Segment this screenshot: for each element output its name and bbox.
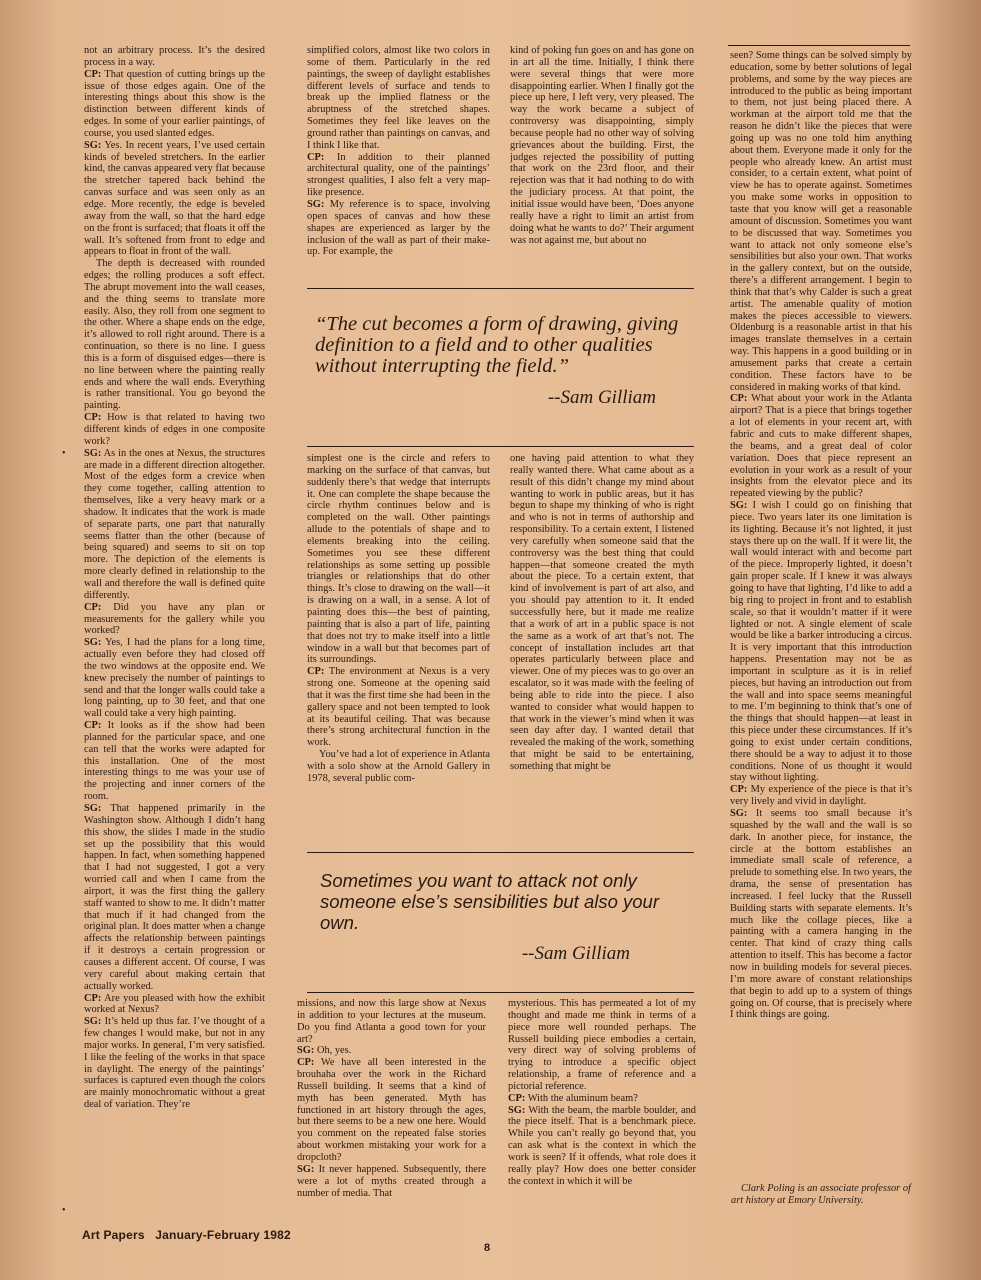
- article-paragraph: [84, 140, 265, 258]
- article-paragraph: [510, 45, 694, 246]
- paragraph-text: simplified colors, almost like two colors in some of them. Particularly in the red paintings, the sweep of daylight establishes different levels of surface and tends to break up the implied flatness or the abruptness of the stretched shapes. Sometimes they feel like leaves on the ground rather than paintings on canvas, and I think I like that.: [307, 45, 490, 151]
- paragraph-text: Yes. In recent years, I’ve used certain kinds of beveled stretchers. In the earlier kind, the canvas appeared very flat because the stretcher tapered back behind the canvas surface and was seen only as an edge. More recently, the edge is beveled away from the wall, so that the hard edge on the front is surfaced; that floats it off the wall. It’s softened from front to edge and appears to float in front of the wall.: [84, 139, 265, 258]
- paragraph-text: Oh, yes.: [316, 1045, 352, 1057]
- speaker-label: CP:: [84, 601, 102, 613]
- speaker-label: SG:: [730, 808, 748, 819]
- margin-mark: •: [62, 448, 66, 459]
- article-column-3-bottom: [508, 998, 696, 1216]
- article-paragraph: [297, 998, 486, 1045]
- paragraph-text: one having paid attention to what they really wanted there. What came about as a result of this didn’t change my mind about wanting to work in public areas, but it has begun to shape my thinking of who is right and who is not in terms of authorship and responsibility. To a certain extent, I listened very carefully when someone said that the controversy was the best thing that could happen—that someone created the myth about the piece. To a certain extent, that kind of involvement is part of art also, and you should pay attention to it. It ended successfully here, but it made me realize that a work of art in a public space is not the same as a work of art that’s not. The concept of installation includes art that operates particularly between place and viewer. One of my pieces was to go over an escalator, so it was made with the feeling of being able to ride into the piece. I also wanted to consider what would happen to that work in the viewer’s mind when it was seen day after day. I wanted detail that revealed the making of the work, something that might be said to be entertaining, something that might be: [510, 453, 694, 772]
- pull-quote-1: [315, 314, 700, 409]
- speaker-label: CP:: [297, 1057, 315, 1069]
- margin-mark: •: [62, 1205, 66, 1216]
- article-paragraph: [730, 50, 912, 393]
- paragraph-text: It never happened. Subsequently, there were a lot of myths created through a number of media. That: [297, 1163, 486, 1199]
- speaker-label: CP:: [730, 784, 748, 796]
- article-paragraph: [307, 666, 490, 749]
- article-paragraph: [307, 152, 490, 199]
- article-paragraph: [297, 1164, 486, 1200]
- article-paragraph: [84, 69, 265, 140]
- article-column-2-middle: [307, 453, 490, 847]
- speaker-label: CP:: [84, 68, 102, 80]
- author-bio-text: Clark Poling is an associate professor of art history at Emory University.: [731, 1183, 911, 1206]
- speaker-label: SG:: [84, 139, 102, 151]
- paragraph-text: What about your work in the Atlanta airport? That is a piece that brings together a lot of elements in your recent art, with fabric and cuts to make different shapes, the beams, and a great deal of color variation. Does that piece represent an evolution in your work as a result of your insights from the elevator piece and its repeated viewing by the public?: [730, 393, 912, 500]
- article-paragraph: [307, 453, 490, 666]
- article-column-2-top: [307, 45, 490, 283]
- speaker-label: SG:: [508, 1104, 526, 1116]
- pull-quote-2-attribution: --Sam Gilliam: [521, 943, 630, 964]
- divider-rule: [307, 992, 694, 993]
- article-column-1: [84, 45, 265, 1220]
- article-column-3-top: [510, 45, 694, 283]
- speaker-label: SG:: [730, 500, 748, 512]
- divider-rule: [307, 288, 694, 289]
- speaker-label: SG:: [297, 1045, 315, 1057]
- paragraph-text: It looks as if the show had been planned for the particular space, and one can tell that the works were adapted for this installation. One of the most interesting things to me was your use of the projecting and inner corners of the room.: [84, 720, 265, 803]
- paragraph-text: My experience of the piece is that it’s very lively and vivid in daylight.: [730, 784, 912, 808]
- pull-quote-2: [320, 870, 690, 965]
- paragraph-text: It seems too small because it’s squashed by the wall and the wall is so dark. In another piece, for instance, the circle at the bottom establishes an immediate small scale of reference, a prelude to something else. In two years, the drama, the sense of presentation has increased. I feel lucky that the Russell Building starts with separate elements. It’s much like the collage pieces, like a painting with a camera hanging in the center. That kind of crazy thing calls attention to itself. This has become a factor now in building models for several pieces. I’m more aware of constant relationships that begin to add up to a system of things going on. Of course, that is precisely where I think things are going.: [730, 808, 912, 1021]
- article-paragraph: [84, 448, 265, 602]
- paragraph-text: We have all been interested in the brouhaha over the work in the Richard Russell building. It seems that a kind of myth has been generated. Myth has functioned in art history through the ages, but there seems to be a new one here. Would you comment on the repeated false stories about workmen mistaking your work for a dropcloth?: [297, 1057, 486, 1163]
- paragraph-text: I wish I could go on finishing that piece. Two years later its one limitation is its lighting. Because it’s not lighted, it just stays there up on the wall. If it were lit, the wall would interact with and become part of the piece. Improperly lighted, it doesn’t gain proper scale. If I knew it was always going to have that lighting, I’d like to add a big ring to project in front and to establish scale, so that it wouldn’t matter if it were lighted or not. A single element of scale would be like a barker introducing a circus. It is very important that this introduction happens. Presentation may not be as important in sculpture as it is in relief pieces, but having an introduction out from the wall and into space seems meaningful to me. I’m beginning to think that’s one of the things that should happen—at least in this piece under these circumstances. If it’s going to exist under certain conditions, there should be a way to adjust it to those conditions. None of us thought it would stay without lighting.: [730, 500, 912, 784]
- speaker-label: SG:: [84, 447, 102, 459]
- article-paragraph: [508, 1093, 696, 1105]
- divider-rule: [307, 446, 694, 447]
- article-paragraph: [84, 45, 265, 69]
- speaker-label: SG:: [84, 637, 102, 649]
- paragraph-text: In addition to their planned architectural quality, one of the paintings’ strongest qualities, I also felt a very map-like presence.: [307, 151, 490, 199]
- author-bio: [731, 1183, 911, 1207]
- article-paragraph: [84, 258, 265, 412]
- article-paragraph: [307, 45, 490, 152]
- paragraph-text: It’s held up thus far. I’ve thought of a few changes I would make, but not in any major works. In general, I’m very satisfied. I like the feeling of the works in that space in daylight. The energy of the paintings’ surfaces is captured even though the colors are mainly monochromatic without a great deal of variation. They’re: [84, 1016, 265, 1111]
- paragraph-text: simplest one is the circle and refers to marking on the surface of that canvas, but suddenly there’s that wedge that interrupts it. One can complete the shape because the circle rhythm continues below and is completed on the wall. Other paintings allude to the potentials of shape and to elements breaking into the ceiling. Sometimes you see these different relationships as some setting up possible triangles or relationships that do other things. It’s close to drawing on the wall—it is drawing on a wall, in a sense. A lot of painting does this—the best of painting, painting that is also a part of life, painting that does not try to make itself into a little window in a wall but that becomes part of its surroundings.: [307, 453, 490, 666]
- paragraph-text: That happened primarily in the Washington show. Although I didn’t hang this show, the slides I made in the studio set up the possibility that this would happen. In fact, when something happened that I had not suggested, I got a very worried call and when I came from the airport, it was the first thing the gallery staff wanted to show to me. It didn’t matter that much if it had changed from the original plan. It does matter when a change affects the relationship between paintings if it destroys a certain progression or causes a different accent. Of course, I was very careful about making certain that actually worked.: [84, 803, 265, 992]
- pull-quote-1-attribution: --Sam Gilliam: [547, 387, 656, 408]
- speaker-label: SG:: [297, 1163, 315, 1175]
- paragraph-text: The environment at Nexus is a very strong one. Someone at the opening said that it was the first time she had been in the gallery space and not been tempted to look at its beautiful ceiling. That was because there’s strong architectural function in the work.: [307, 666, 490, 749]
- article-paragraph: [297, 1045, 486, 1057]
- article-paragraph: [730, 393, 912, 500]
- article-paragraph: [84, 1016, 265, 1111]
- article-paragraph: [510, 453, 694, 773]
- paragraph-text: With the aluminum beam?: [527, 1092, 638, 1104]
- speaker-label: CP:: [84, 992, 102, 1004]
- speaker-label: CP:: [508, 1092, 526, 1104]
- paragraph-text: Did you have any plan or measurements for the gallery while you worked?: [84, 601, 265, 637]
- speaker-label: CP:: [84, 720, 102, 732]
- publication-footer: Art Papers January-February 1982: [82, 1228, 291, 1242]
- article-paragraph: [84, 602, 265, 638]
- article-column-2-bottom: [297, 998, 486, 1216]
- divider-rule: [307, 852, 694, 853]
- paragraph-text: My reference is to space, involving open spaces of canvas and how these shapes are experienced as larger by the inclusion of the wall as part of their make-up. For example, the: [307, 198, 490, 258]
- article-paragraph: [730, 500, 912, 784]
- paragraph-text: With the beam, the marble boulder, and the piece itself. That is a benchmark piece. While you can’t really go beyond that, you can ask what is the context in which the work is seen? If it offends, what role does it really play? How does one better consider the context in which it will be: [508, 1104, 696, 1187]
- article-paragraph: [84, 412, 265, 448]
- paragraph-text: kind of poking fun goes on and has gone on in art all the time. Initially, I think there were several things that were more disappointing earlier. When I finally got the piece up here, I left very, very pleased. The way the work became a subject of controversy was disappointing, simply because people had no other way of solving grievances about the building. First, the judges rejected the possibility of putting that work on the 23rd floor, and their rejection was that it had nothing to do with the judiciary process. At that point, the initial issue would have been, ‘Does anyone really have a right to limit an artist from doing what he wants to do?’ Their argument was not against me, but about no: [510, 45, 694, 246]
- speaker-label: SG:: [84, 803, 102, 814]
- article-paragraph: [307, 199, 490, 258]
- article-paragraph: [297, 1057, 486, 1164]
- paragraph-text: Yes, I had the plans for a long time, actually even before they had closed off the two windows at the opposite end. We knew precisely the number of paintings to send and that the longer walls could take a long painting, up to 30 feet, and that one wall could take a very high painting.: [84, 637, 265, 720]
- divider-rule: [728, 45, 910, 46]
- article-paragraph: [730, 784, 912, 808]
- pull-quote-2-text: Sometimes you want to attack not only someone else’s sensibilities but also your own.: [320, 870, 660, 933]
- article-column-4: [730, 50, 912, 1180]
- paragraph-text: Are you pleased with how the exhibit worked at Nexus?: [84, 992, 265, 1016]
- page-number: 8: [484, 1242, 491, 1254]
- paragraph-text: That question of cutting brings up the issue of those edges again. One of the interesting things about this show is the distinction between different kinds of edges. In some of your earlier paintings, of course, you used slanted edges.: [84, 68, 265, 139]
- paragraph-text: The depth is decreased with rounded edges; the rolling produces a soft effect. The abrupt movement into the wall ceases, and the thing seems to translate more easily. Also, they roll from one segment to the other. Where a shape ends on the edge, it’s allowed to roll right around. There is a continuation, so there is no line. I guess this is a form of disguised edges—there is no line between where the painting really ends and where the wall ends. Everything is rather transitional. You go beyond the painting.: [84, 258, 265, 412]
- speaker-label: SG:: [307, 198, 325, 210]
- paragraph-text: How is that related to having two different kinds of edges in one composite work?: [84, 412, 265, 447]
- pull-quote-1-text: “The cut becomes a form of drawing, giving definition to a field and to other qualities without interrupting the field.”: [315, 313, 679, 377]
- article-paragraph: [84, 993, 265, 1017]
- paragraph-text: mysterious. This has permeated a lot of my thought and made me think in terms of a piece more well rounded perhaps. The Russell building piece embodies a certain, very direct way of solving problems of trying to introduce a specific object relationship, a frame of reference and a pictorial reference.: [508, 998, 696, 1092]
- speaker-label: CP:: [84, 412, 102, 424]
- article-paragraph: [730, 808, 912, 1021]
- article-paragraph: [508, 998, 696, 1093]
- speaker-label: CP:: [307, 666, 325, 678]
- article-column-3-middle: [510, 453, 694, 847]
- article-paragraph: [84, 637, 265, 720]
- paragraph-text: You’ve had a lot of experience in Atlanta with a solo show at the Arnold Gallery in 1978, several public com-: [307, 749, 490, 784]
- speaker-label: CP:: [730, 393, 748, 405]
- article-paragraph: [84, 720, 265, 803]
- paragraph-text: As in the ones at Nexus, the structures are made in a different direction altogether. Most of the edges form a crevice when they come together, calling attention to themselves, like a very heavy mark or a shadow. It indicates that the work is made of separate parts, one part that naturally seems flatter than the other (because of being squared) and seems to sit on top more. The depiction of the elements is more clearly defined in relationship to the wall and therefore the wall is defined quite differently.: [84, 447, 265, 601]
- speaker-label: SG:: [84, 1016, 102, 1028]
- article-paragraph: [307, 749, 490, 785]
- paragraph-text: seen? Some things can be solved simply by education, some by better solutions of legal problems, and some by the way pieces are introduced to the public as being important to them, not just being placed there. A workman at the airport told me that the reason he didn’t like the pieces that were going up was no one told him anything about them. Everyone made it only for the people who already knew. An artist must consider, to a certain extent, what point of view he has to operate against. Sometimes you make some works in opposition to taste that you know will get a reasonable amount of discussion. Sometimes you want to be discussed that way. Sometimes you want to attack not only someone else’s sensibilities but also your own. That works in the gallery context, but on the outside, there’s a different arrangement. I begin to think that that’s why Calder is such a great artist. The amenable quality of motion makes the pieces accessible to viewers. Oldenburg is a reasonable artist in that his images translate themselves in a certain way. This happens in a good building or in amusement parks that create a certain condition. These factors have to be considered in making works of that kind.: [730, 50, 912, 393]
- paragraph-text: missions, and now this large show at Nexus in addition to your lectures at the museum. Do you find Atlanta a good town for your art?: [297, 998, 486, 1045]
- paragraph-text: not an arbitrary process. It’s the desired process in a way.: [84, 45, 265, 68]
- article-paragraph: [508, 1105, 696, 1188]
- speaker-label: CP:: [307, 151, 325, 163]
- article-paragraph: [84, 803, 265, 993]
